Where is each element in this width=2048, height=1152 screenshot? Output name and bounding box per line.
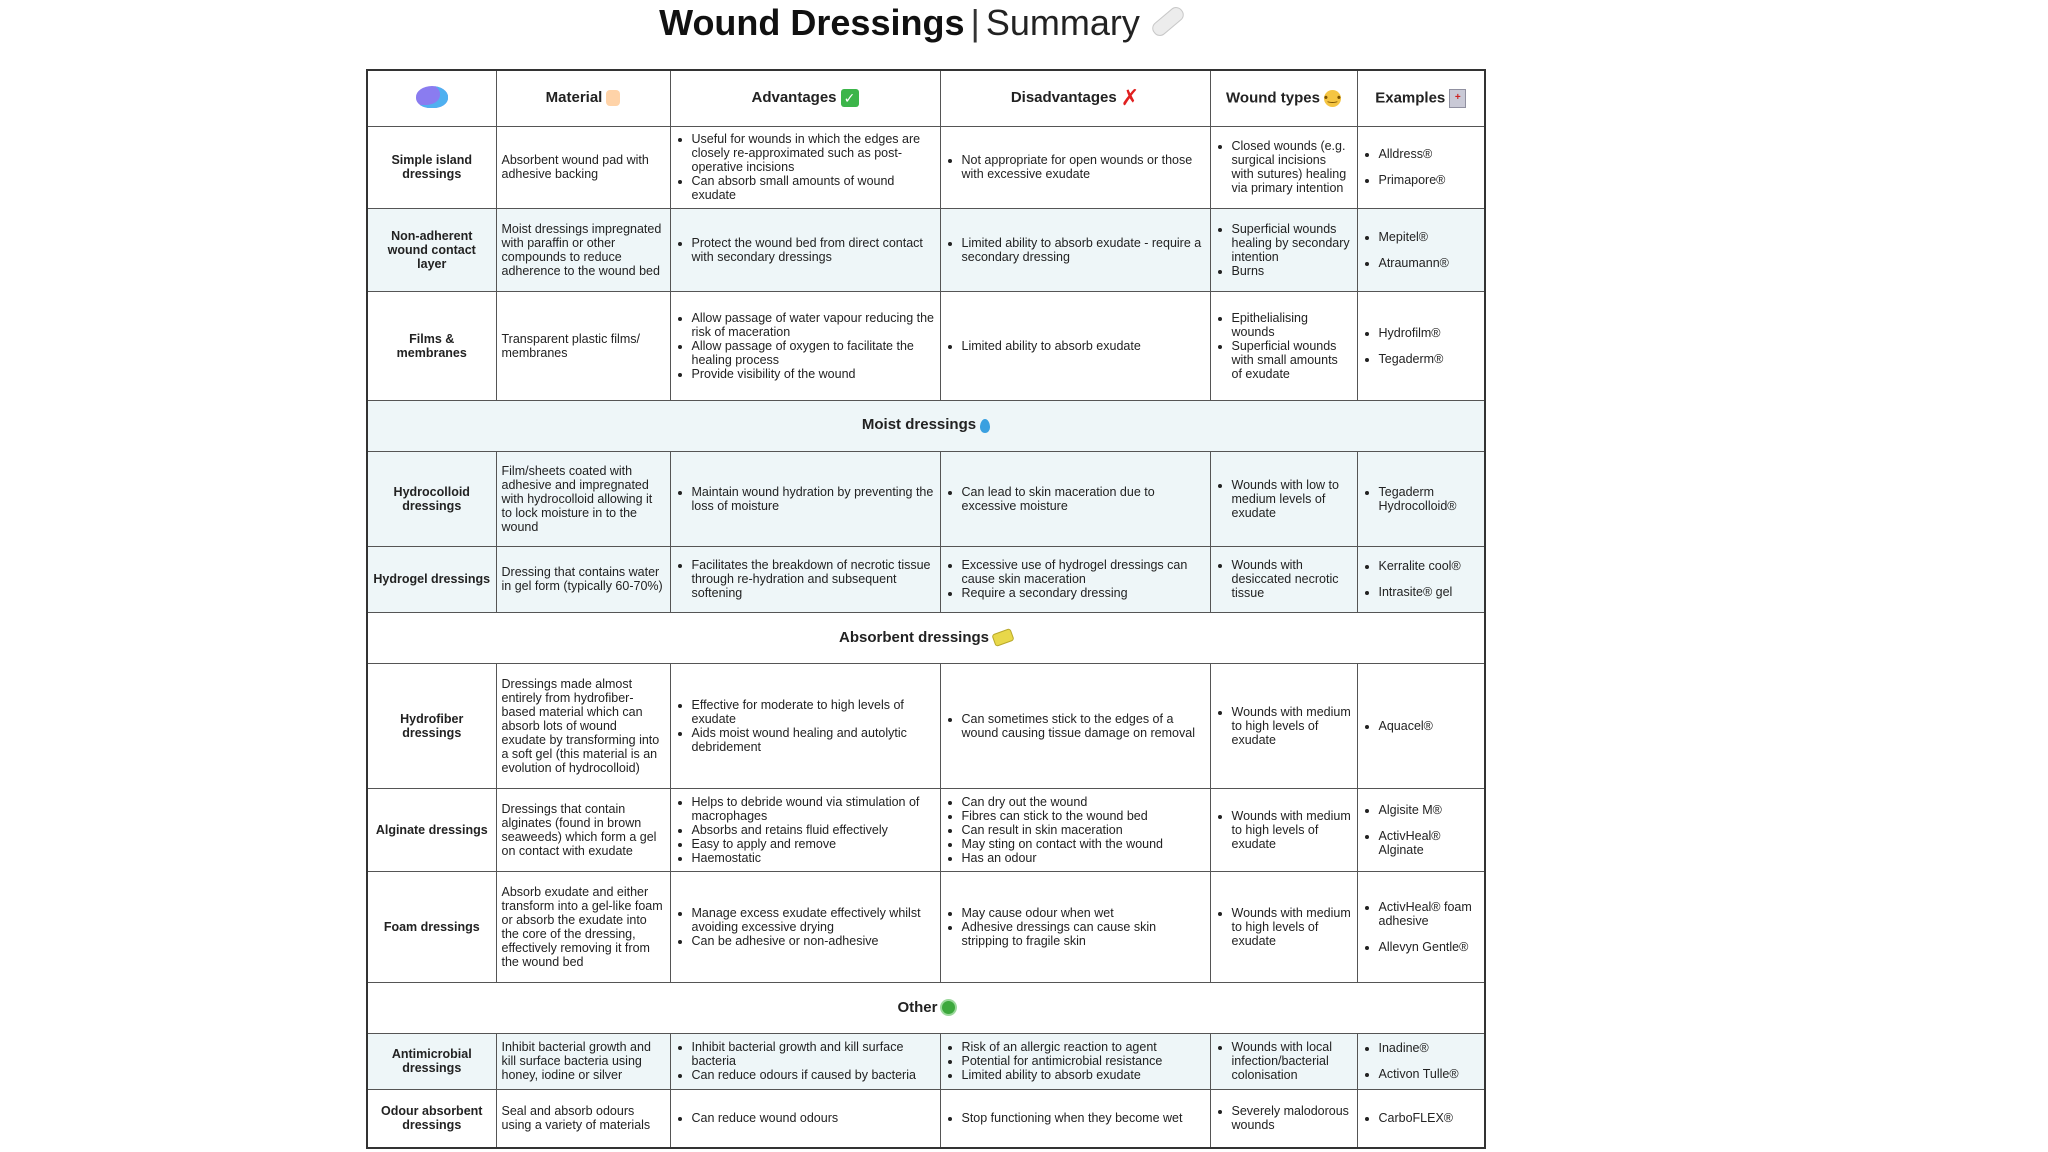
title-light: Summary xyxy=(985,2,1140,43)
list-item: • Kerralite cool® xyxy=(1379,559,1480,573)
dressing-name: Simple island dressings xyxy=(367,126,496,208)
advantages-list xyxy=(676,1040,935,1082)
examples-list xyxy=(1363,900,1480,954)
examples-list xyxy=(1363,1041,1480,1081)
sponge-icon xyxy=(991,628,1014,647)
list-item: • Facilitates the breakdown of necrotic tissue through re-hydration and subsequent softening xyxy=(692,558,935,600)
list-item: • Can result in skin maceration xyxy=(962,823,1205,837)
wound-types-cell xyxy=(1210,451,1357,546)
list-item: • Effective for moderate to high levels of exudate xyxy=(692,698,935,726)
list-item: • Superficial wounds with small amounts of exudate xyxy=(1232,339,1352,381)
disadvantages-list xyxy=(946,558,1205,600)
dressing-name: Hydrogel dressings xyxy=(367,546,496,612)
list-item: • Burns xyxy=(1232,264,1352,278)
list-item: • Allevyn Gentle® xyxy=(1379,940,1480,954)
material-cell: Moist dressings impregnated with paraffin or other compounds to reduce adherence to the wound bed xyxy=(496,208,670,291)
check-icon: ✓ xyxy=(841,89,859,107)
disadvantages-cell xyxy=(940,788,1210,871)
disadvantages-list xyxy=(946,712,1205,740)
advantages-cell xyxy=(670,208,940,291)
advantages-cell xyxy=(670,291,940,400)
dressing-name: Odour absorbent dressings xyxy=(367,1089,496,1148)
title-separator: | xyxy=(970,2,980,43)
list-item: • Protect the wound bed from direct contact with secondary dressings xyxy=(692,236,935,264)
list-item: • Easy to apply and remove xyxy=(692,837,935,851)
advantages-cell xyxy=(670,126,940,208)
list-item: • Not appropriate for open wounds or those with excessive exudate xyxy=(962,153,1205,181)
wound-types-cell xyxy=(1210,871,1357,982)
list-item: • Has an odour xyxy=(962,851,1205,865)
table-row xyxy=(367,126,1485,208)
examples-list xyxy=(1363,485,1480,513)
list-item: • Limited ability to absorb exudate - require a secondary dressing xyxy=(962,236,1205,264)
list-item: • Maintain wound hydration by preventing the loss of moisture xyxy=(692,485,935,513)
list-item: • Epithelialising wounds xyxy=(1232,311,1352,339)
germ-icon xyxy=(942,1001,955,1014)
list-item: • Allow passage of water vapour reducing the risk of maceration xyxy=(692,311,935,339)
table-row xyxy=(367,291,1485,400)
header-material: Material xyxy=(496,70,670,126)
header-advantages: Advantages ✓ xyxy=(670,70,940,126)
list-item: • Wounds with medium to high levels of exudate xyxy=(1232,809,1352,851)
disadvantages-cell xyxy=(940,871,1210,982)
list-item: • Algisite M® xyxy=(1379,803,1480,817)
list-item: • May cause odour when wet xyxy=(962,906,1205,920)
list-item: • ActivHeal® Alginate xyxy=(1379,829,1480,857)
section-label: Other xyxy=(897,998,938,1016)
face-icon: •‿• xyxy=(1324,90,1341,107)
list-item: • Aquacel® xyxy=(1379,719,1480,733)
advantages-cell xyxy=(670,871,940,982)
title-bold: Wound Dressings xyxy=(659,2,965,43)
list-item: • Primapore® xyxy=(1379,173,1480,187)
brain-icon xyxy=(416,86,448,108)
examples-cell xyxy=(1357,451,1485,546)
section-title xyxy=(367,612,1485,663)
header-wound-types: Wound types •‿• xyxy=(1210,70,1357,126)
advantages-cell xyxy=(670,1089,940,1148)
table-row xyxy=(367,871,1485,982)
advantages-list xyxy=(676,485,935,513)
advantages-cell xyxy=(670,1033,940,1089)
disadvantages-list xyxy=(946,339,1205,353)
examples-cell xyxy=(1357,291,1485,400)
section-row-absorbent xyxy=(367,612,1485,663)
list-item: • Wounds with low to medium levels of exudate xyxy=(1232,478,1352,520)
examples-cell xyxy=(1357,871,1485,982)
section-label: Absorbent dressings xyxy=(838,628,990,646)
wound-types-list xyxy=(1216,139,1352,195)
plaster-icon xyxy=(1149,4,1186,39)
table-body xyxy=(367,126,1485,1148)
list-item: • Can reduce wound odours xyxy=(692,1111,935,1125)
list-item: • Inadine® xyxy=(1379,1041,1480,1055)
wound-types-list xyxy=(1216,1040,1352,1082)
list-item: • Aids moist wound healing and autolytic debridement xyxy=(692,726,935,754)
wound-types-cell xyxy=(1210,788,1357,871)
disadvantages-list xyxy=(946,795,1205,865)
table-row xyxy=(367,788,1485,871)
page-title xyxy=(0,0,1845,48)
list-item: • Can be adhesive or non-adhesive xyxy=(692,934,935,948)
wound-types-cell xyxy=(1210,126,1357,208)
list-item: • Helps to debride wound via stimulation of macrophages xyxy=(692,795,935,823)
list-item: • Severely malodorous wounds xyxy=(1232,1104,1352,1132)
dressing-name: Antimicrobial dressings xyxy=(367,1033,496,1089)
examples-cell xyxy=(1357,546,1485,612)
advantages-list xyxy=(676,558,935,600)
cross-icon: ✗ xyxy=(1120,85,1140,111)
header-examples: Examples + xyxy=(1357,70,1485,126)
header-disadvantages: Disadvantages ✗ xyxy=(940,70,1210,126)
advantages-cell xyxy=(670,546,940,612)
examples-list xyxy=(1363,147,1480,187)
corner-cell xyxy=(367,70,496,126)
material-cell: Seal and absorb odours using a variety of materials xyxy=(496,1089,670,1148)
advantages-cell xyxy=(670,451,940,546)
disadvantages-cell xyxy=(940,1089,1210,1148)
examples-cell xyxy=(1357,126,1485,208)
list-item: • Can dry out the wound xyxy=(962,795,1205,809)
bandage-icon xyxy=(606,90,620,106)
disadvantages-list xyxy=(946,1111,1205,1125)
advantages-list xyxy=(676,698,935,754)
table-row xyxy=(367,451,1485,546)
advantages-list xyxy=(676,1111,935,1125)
list-item: • Limited ability to absorb exudate xyxy=(962,1068,1205,1082)
list-item: • Closed wounds (e.g. surgical incisions with sutures) healing via primary intention xyxy=(1232,139,1352,195)
list-item: • Risk of an allergic reaction to agent xyxy=(962,1040,1205,1054)
list-item: • Manage excess exudate effectively whilst avoiding excessive drying xyxy=(692,906,935,934)
wound-types-list xyxy=(1216,558,1352,600)
list-item: • Can sometimes stick to the edges of a wound causing tissue damage on removal xyxy=(962,712,1205,740)
wound-types-list xyxy=(1216,311,1352,381)
dressing-name: Films & membranes xyxy=(367,291,496,400)
summary-table xyxy=(366,69,1486,1149)
examples-list xyxy=(1363,719,1480,733)
list-item: • Intrasite® gel xyxy=(1379,585,1480,599)
material-cell: Absorbent wound pad with adhesive backing xyxy=(496,126,670,208)
header-row xyxy=(367,70,1485,126)
examples-list xyxy=(1363,803,1480,857)
section-title xyxy=(367,982,1485,1033)
list-item: • Wounds with medium to high levels of exudate xyxy=(1232,705,1352,747)
wound-types-cell xyxy=(1210,546,1357,612)
list-item: • Can reduce odours if caused by bacteria xyxy=(692,1068,935,1082)
list-item: • Can absorb small amounts of wound exudate xyxy=(692,174,935,202)
section-title xyxy=(367,400,1485,451)
wound-types-cell xyxy=(1210,663,1357,788)
table-row xyxy=(367,1033,1485,1089)
disadvantages-list xyxy=(946,485,1205,513)
list-item: • Tegaderm® xyxy=(1379,352,1480,366)
wound-types-list xyxy=(1216,705,1352,747)
wound-types-list xyxy=(1216,478,1352,520)
list-item: • Haemostatic xyxy=(692,851,935,865)
examples-list xyxy=(1363,326,1480,366)
advantages-cell xyxy=(670,788,940,871)
material-cell: Dressing that contains water in gel form (typically 60-70%) xyxy=(496,546,670,612)
wound-types-cell xyxy=(1210,208,1357,291)
dressing-name: Foam dressings xyxy=(367,871,496,982)
section-row-moist xyxy=(367,400,1485,451)
examples-list xyxy=(1363,1111,1480,1125)
examples-cell xyxy=(1357,208,1485,291)
section-label: Moist dressings xyxy=(861,416,977,434)
list-item: • Potential for antimicrobial resistance xyxy=(962,1054,1205,1068)
disadvantages-list xyxy=(946,906,1205,948)
list-item: • Mepitel® xyxy=(1379,230,1480,244)
list-item: • Useful for wounds in which the edges are closely re-approximated such as post-operative incisions xyxy=(692,132,935,174)
list-item: • Superficial wounds healing by secondary intention xyxy=(1232,222,1352,264)
material-cell: Film/sheets coated with adhesive and impregnated with hydrocolloid allowing it to lock moisture in to the wound xyxy=(496,451,670,546)
examples-cell xyxy=(1357,788,1485,871)
list-item: • Provide visibility of the wound xyxy=(692,367,935,381)
list-item: • Can lead to skin maceration due to excessive moisture xyxy=(962,485,1205,513)
list-item: • ActivHeal® foam adhesive xyxy=(1379,900,1480,928)
examples-cell xyxy=(1357,1033,1485,1089)
advantages-list xyxy=(676,906,935,948)
advantages-cell xyxy=(670,663,940,788)
material-cell: Dressings that contain alginates (found in brown seaweeds) which form a gel on contact with exudate xyxy=(496,788,670,871)
box-icon: + xyxy=(1449,89,1466,108)
list-item: • Allow passage of oxygen to facilitate the healing process xyxy=(692,339,935,367)
droplet-icon xyxy=(980,419,990,433)
disadvantages-cell xyxy=(940,1033,1210,1089)
list-item: • Stop functioning when they become wet xyxy=(962,1111,1205,1125)
examples-list xyxy=(1363,559,1480,599)
dressing-name: Hydrocolloid dressings xyxy=(367,451,496,546)
advantages-list xyxy=(676,132,935,202)
list-item: • Activon Tulle® xyxy=(1379,1067,1480,1081)
list-item: • Fibres can stick to the wound bed xyxy=(962,809,1205,823)
list-item: • Absorbs and retains fluid effectively xyxy=(692,823,935,837)
list-item: • Require a secondary dressing xyxy=(962,586,1205,600)
list-item: • Wounds with desiccated necrotic tissue xyxy=(1232,558,1352,600)
wound-types-list xyxy=(1216,906,1352,948)
list-item: • CarboFLEX® xyxy=(1379,1111,1480,1125)
wound-types-cell xyxy=(1210,1033,1357,1089)
disadvantages-cell xyxy=(940,546,1210,612)
list-item: • Alldress® xyxy=(1379,147,1480,161)
disadvantages-cell xyxy=(940,126,1210,208)
dressing-name: Hydrofiber dressings xyxy=(367,663,496,788)
examples-cell xyxy=(1357,663,1485,788)
dressing-name: Non-adherent wound contact layer xyxy=(367,208,496,291)
disadvantages-list xyxy=(946,1040,1205,1082)
disadvantages-cell xyxy=(940,291,1210,400)
disadvantages-cell xyxy=(940,208,1210,291)
material-cell: Absorb exudate and either transform into a gel-like foam or absorb the exudate into the core of the dressing, effectively removing it from the wound bed xyxy=(496,871,670,982)
material-cell: Transparent plastic films/ membranes xyxy=(496,291,670,400)
wound-types-cell xyxy=(1210,1089,1357,1148)
list-item: • May sting on contact with the wound xyxy=(962,837,1205,851)
examples-cell xyxy=(1357,1089,1485,1148)
advantages-list xyxy=(676,236,935,264)
material-cell: Dressings made almost entirely from hydrofiber-based material which can absorb lots of wound exudate by transforming into a soft gel (this material is an evolution of hydrocolloid) xyxy=(496,663,670,788)
disadvantages-list xyxy=(946,236,1205,264)
disadvantages-cell xyxy=(940,663,1210,788)
advantages-list xyxy=(676,311,935,381)
section-row-other xyxy=(367,982,1485,1033)
list-item: • Hydrofilm® xyxy=(1379,326,1480,340)
list-item: • Adhesive dressings can cause skin stripping to fragile skin xyxy=(962,920,1205,948)
wound-types-cell xyxy=(1210,291,1357,400)
table-row xyxy=(367,1089,1485,1148)
list-item: • Wounds with local infection/bacterial colonisation xyxy=(1232,1040,1352,1082)
table-row xyxy=(367,208,1485,291)
wound-types-list xyxy=(1216,809,1352,851)
wound-types-list xyxy=(1216,1104,1352,1132)
material-cell: Inhibit bacterial growth and kill surface bacteria using honey, iodine or silver xyxy=(496,1033,670,1089)
list-item: • Limited ability to absorb exudate xyxy=(962,339,1205,353)
disadvantages-cell xyxy=(940,451,1210,546)
list-item: • Inhibit bacterial growth and kill surface bacteria xyxy=(692,1040,935,1068)
list-item: • Tegaderm Hydrocolloid® xyxy=(1379,485,1480,513)
examples-list xyxy=(1363,230,1480,270)
table-row xyxy=(367,663,1485,788)
list-item: • Wounds with medium to high levels of exudate xyxy=(1232,906,1352,948)
disadvantages-list xyxy=(946,153,1205,181)
table-row xyxy=(367,546,1485,612)
advantages-list xyxy=(676,795,935,865)
list-item: • Excessive use of hydrogel dressings can cause skin maceration xyxy=(962,558,1205,586)
wound-types-list xyxy=(1216,222,1352,278)
dressing-name: Alginate dressings xyxy=(367,788,496,871)
list-item: • Atraumann® xyxy=(1379,256,1480,270)
